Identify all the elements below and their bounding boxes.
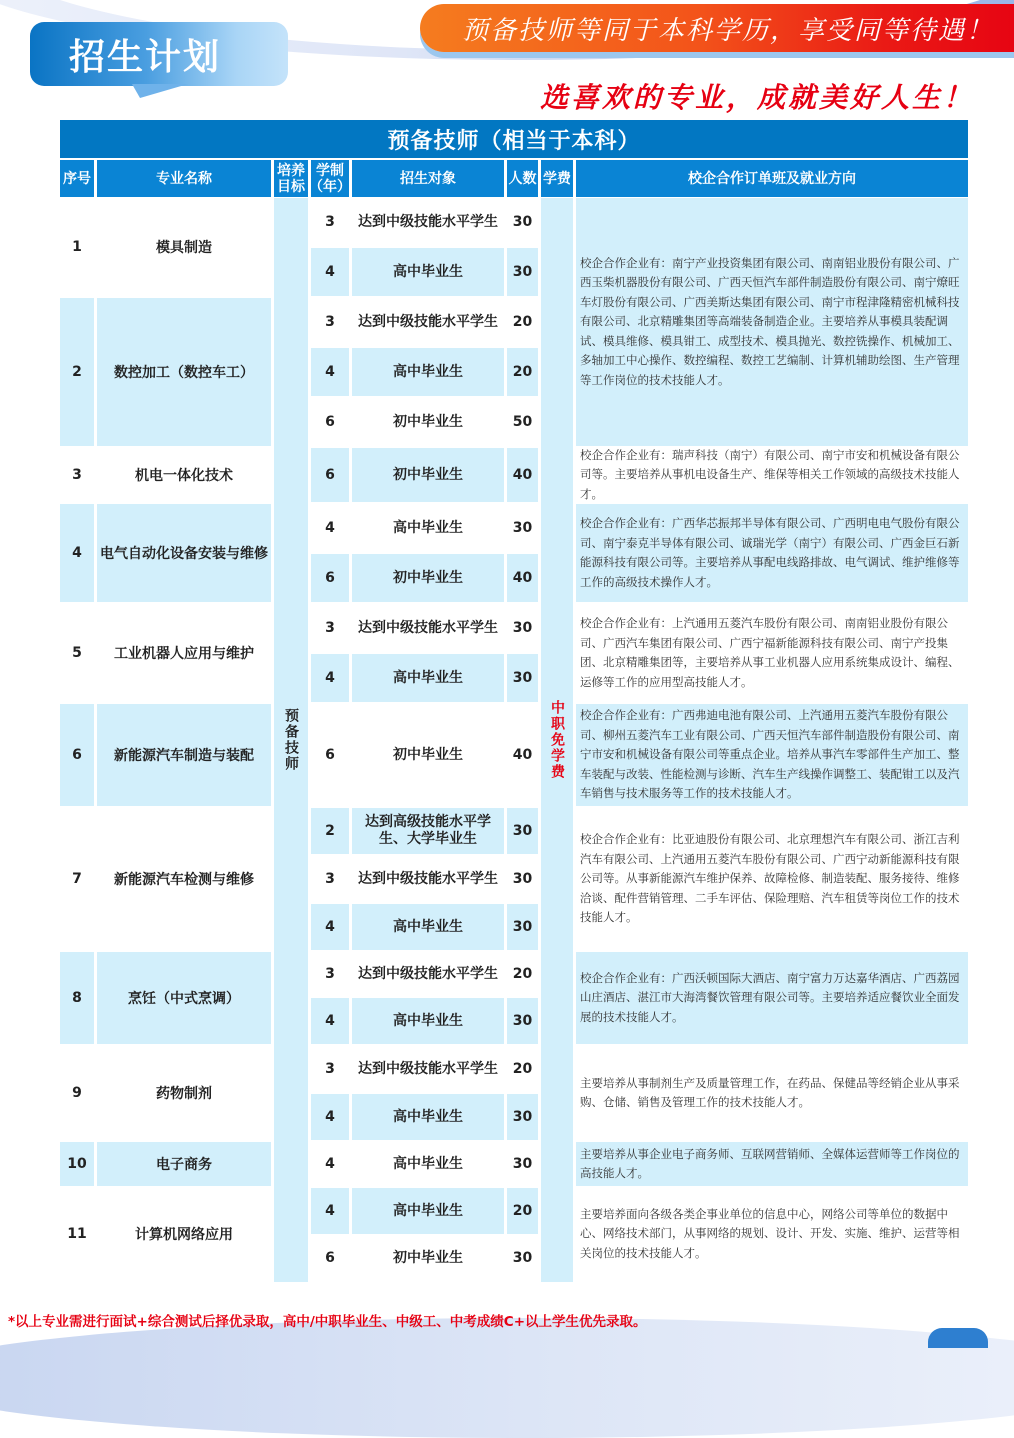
count-cell: 30 bbox=[507, 654, 538, 702]
count-cell: 20 bbox=[507, 348, 538, 396]
target-cell: 达到中级技能水平学生 bbox=[352, 298, 504, 346]
program-name: 新能源汽车制造与装配 bbox=[97, 704, 271, 806]
program-seq: 10 bbox=[60, 1142, 94, 1186]
program-name: 机电一体化技术 bbox=[97, 448, 271, 502]
slogan-secondary: 选喜欢的专业，成就美好人生！ bbox=[540, 81, 975, 114]
column-header-target: 招生对象 bbox=[352, 160, 504, 197]
count-cell: 50 bbox=[507, 398, 538, 446]
program-seq: 9 bbox=[60, 1046, 94, 1140]
program-seq: 4 bbox=[60, 504, 94, 602]
years-cell: 4 bbox=[311, 348, 349, 396]
direction-cell: 校企合作企业有：瑞声科技（南宁）有限公司、南宁市安和机械设备有限公司等。主要培养从事机电设备生产、维保等相关工作领域的高级技术技能人才。 bbox=[576, 448, 968, 502]
column-header-goal: 培养目标 bbox=[274, 160, 308, 197]
count-cell: 20 bbox=[507, 298, 538, 346]
table-title: 预备技师（相当于本科） bbox=[60, 120, 968, 158]
count-cell: 30 bbox=[507, 1142, 538, 1186]
target-cell: 达到中级技能水平学生 bbox=[352, 604, 504, 652]
column-header-years: 学制（年） bbox=[311, 160, 349, 197]
count-cell: 40 bbox=[507, 554, 538, 602]
target-cell: 高中毕业生 bbox=[352, 348, 504, 396]
program-name: 电子商务 bbox=[97, 1142, 271, 1186]
count-cell: 30 bbox=[507, 504, 538, 552]
target-cell: 高中毕业生 bbox=[352, 904, 504, 950]
direction-cell: 校企合作企业有：广西沃顿国际大酒店、南宁富力万达嘉华酒店、广西荔园山庄酒店、湛江市大海湾餐饮管理有限公司等。主要培养适应餐饮业全面发展的技术技能人才。 bbox=[576, 952, 968, 1044]
background-swoosh-bottom bbox=[0, 1318, 1014, 1438]
years-cell: 3 bbox=[311, 604, 349, 652]
program-seq: 11 bbox=[60, 1188, 94, 1280]
target-cell: 高中毕业生 bbox=[352, 998, 504, 1044]
years-cell: 6 bbox=[311, 1236, 349, 1280]
count-cell: 30 bbox=[507, 808, 538, 854]
program-seq: 6 bbox=[60, 704, 94, 806]
footnote: *以上专业需进行面试+综合测试后择优录取，高中/中职毕业生、中级工、中考成绩C+以上学生优先录取。 bbox=[8, 1314, 647, 1330]
years-cell: 4 bbox=[311, 504, 349, 552]
direction-cell: 校企合作企业有：南宁产业投资集团有限公司、南南铝业股份有限公司、广西玉柴机器股份有限公司、广西天恒汽车部件制造股份有限公司、南宁燎旺车灯股份有限公司、广西美斯达集团有限公司、南宁市程津隆精密机械科技有限公司、北京精雕集团等高端装备制造企业。主要培养从事模具装配调试、模具维修、模具钳工、成型技术、模具抛光、数控铣操作、机械加工、多轴加工中心操作、数控编程、数控工艺编制、计算机辅助绘图、生产管理等工作岗位的技术技能人才。 bbox=[576, 198, 968, 446]
target-cell: 初中毕业生 bbox=[352, 1236, 504, 1280]
years-cell: 4 bbox=[311, 1142, 349, 1186]
direction-cell: 主要培养面向各级各类企事业单位的信息中心，网络公司等单位的数据中心、网络技术部门，从事网络的规划、设计、开发、实施、维护、运营等相关岗位的技术技能人才。 bbox=[576, 1188, 968, 1280]
target-cell: 达到中级技能水平学生 bbox=[352, 856, 504, 902]
program-name: 电气自动化设备安装与维修 bbox=[97, 504, 271, 602]
years-cell: 4 bbox=[311, 904, 349, 950]
years-cell: 4 bbox=[311, 1094, 349, 1140]
program-seq: 5 bbox=[60, 604, 94, 702]
target-cell: 初中毕业生 bbox=[352, 448, 504, 502]
years-cell: 6 bbox=[311, 448, 349, 502]
years-cell: 4 bbox=[311, 248, 349, 296]
direction-cell: 校企合作企业有：广西华芯振邦半导体有限公司、广西明电电气股份有限公司、南宁泰克半导体有限公司、诚瑞光学（南宁）有限公司、广西金巨石新能源科技有限公司等。主要培养从事配电线路排故、电气调试、维护维修等工作的高级技术操作人才。 bbox=[576, 504, 968, 602]
target-cell: 高中毕业生 bbox=[352, 248, 504, 296]
target-cell: 高中毕业生 bbox=[352, 1094, 504, 1140]
column-header-direction: 校企合作订单班及就业方向 bbox=[576, 160, 968, 197]
target-cell: 初中毕业生 bbox=[352, 704, 504, 806]
years-cell: 6 bbox=[311, 554, 349, 602]
column-header-fee: 学费 bbox=[541, 160, 573, 197]
count-cell: 40 bbox=[507, 448, 538, 502]
years-cell: 3 bbox=[311, 1046, 349, 1092]
years-cell: 4 bbox=[311, 654, 349, 702]
count-cell: 20 bbox=[507, 1046, 538, 1092]
direction-cell: 主要培养从事企业电子商务师、互联网营销师、全媒体运营师等工作岗位的高技能人才。 bbox=[576, 1142, 968, 1186]
program-seq: 1 bbox=[60, 198, 94, 296]
program-name: 药物制剂 bbox=[97, 1046, 271, 1140]
target-cell: 达到高级技能水平学生、大学毕业生 bbox=[352, 808, 504, 854]
years-cell: 3 bbox=[311, 298, 349, 346]
direction-cell: 校企合作企业有：比亚迪股份有限公司、北京理想汽车有限公司、浙江吉利汽车有限公司、上汽通用五菱汽车股份有限公司、广西宁动新能源科技有限公司等。从事新能源汽车维护保养、故障检修、制造装配、服务接待、维修洽谈、配件营销管理、二手车评估、保险理赔、汽车租赁等岗位工作的技术技能人才。 bbox=[576, 808, 968, 950]
program-seq: 8 bbox=[60, 952, 94, 1044]
background-bottom-tab bbox=[928, 1328, 988, 1348]
target-cell: 高中毕业生 bbox=[352, 1188, 504, 1234]
years-cell: 6 bbox=[311, 704, 349, 806]
column-header-major: 专业名称 bbox=[97, 160, 271, 197]
column-header-seq: 序号 bbox=[60, 160, 94, 197]
target-cell: 初中毕业生 bbox=[352, 398, 504, 446]
count-cell: 40 bbox=[507, 704, 538, 806]
years-cell: 4 bbox=[311, 998, 349, 1044]
program-name: 烹饪（中式烹调） bbox=[97, 952, 271, 1044]
count-cell: 20 bbox=[507, 952, 538, 996]
target-cell: 达到中级技能水平学生 bbox=[352, 198, 504, 246]
program-name: 工业机器人应用与维护 bbox=[97, 604, 271, 702]
count-cell: 30 bbox=[507, 198, 538, 246]
target-cell: 高中毕业生 bbox=[352, 1142, 504, 1186]
direction-cell: 主要培养从事制剂生产及质量管理工作，在药品、保健品等经销企业从事采购、仓储、销售及管理工作的技术技能人才。 bbox=[576, 1046, 968, 1140]
program-name: 数控加工（数控车工） bbox=[97, 298, 271, 446]
count-cell: 30 bbox=[507, 904, 538, 950]
count-cell: 20 bbox=[507, 1188, 538, 1234]
target-cell: 达到中级技能水平学生 bbox=[352, 1046, 504, 1092]
count-cell: 30 bbox=[507, 856, 538, 902]
target-cell: 高中毕业生 bbox=[352, 504, 504, 552]
target-cell: 达到中级技能水平学生 bbox=[352, 952, 504, 996]
target-cell: 高中毕业生 bbox=[352, 654, 504, 702]
program-name: 新能源汽车检测与维修 bbox=[97, 808, 271, 950]
direction-cell: 校企合作企业有：上汽通用五菱汽车股份有限公司、南南铝业股份有限公司、广西汽车集团有限公司、广西宁福新能源科技有限公司、南宁产投集团、北京精雕集团等，主要培养从事工业机器人应用系统集成设计、编程、运修等工作的应用型高技能人才。 bbox=[576, 604, 968, 702]
count-cell: 30 bbox=[507, 1236, 538, 1280]
years-cell: 2 bbox=[311, 808, 349, 854]
program-seq: 7 bbox=[60, 808, 94, 950]
goal-cell: 预备技师 bbox=[274, 198, 308, 1282]
years-cell: 3 bbox=[311, 198, 349, 246]
years-cell: 6 bbox=[311, 398, 349, 446]
slogan-banner-text: 预备技师等同于本科学历，享受同等待遇！ bbox=[462, 15, 995, 46]
page-title: 招生计划 bbox=[68, 36, 221, 78]
count-cell: 30 bbox=[507, 604, 538, 652]
program-name: 计算机网络应用 bbox=[97, 1188, 271, 1280]
years-cell: 3 bbox=[311, 952, 349, 996]
years-cell: 4 bbox=[311, 1188, 349, 1234]
count-cell: 30 bbox=[507, 998, 538, 1044]
count-cell: 30 bbox=[507, 248, 538, 296]
fee-cell: 中职免学费 bbox=[541, 198, 573, 1282]
column-header-count: 人数 bbox=[507, 160, 538, 197]
target-cell: 初中毕业生 bbox=[352, 554, 504, 602]
years-cell: 3 bbox=[311, 856, 349, 902]
direction-cell: 校企合作企业有：广西弗迪电池有限公司、上汽通用五菱汽车股份有限公司、柳州五菱汽车工业有限公司、广西天恒汽车部件制造股份有限公司、南宁市安和机械设备有限公司等重点企业。培养从事汽车零部件生产加工、整车装配与改装、性能检测与诊断、汽车生产线操作调整工、装配钳工以及汽车销售与技术服务等工作的技术技能人才。 bbox=[576, 704, 968, 806]
program-name: 模具制造 bbox=[97, 198, 271, 296]
program-seq: 3 bbox=[60, 448, 94, 502]
program-seq: 2 bbox=[60, 298, 94, 446]
page-title-bubble bbox=[30, 22, 288, 86]
count-cell: 30 bbox=[507, 1094, 538, 1140]
slogan-banner bbox=[420, 4, 1014, 52]
